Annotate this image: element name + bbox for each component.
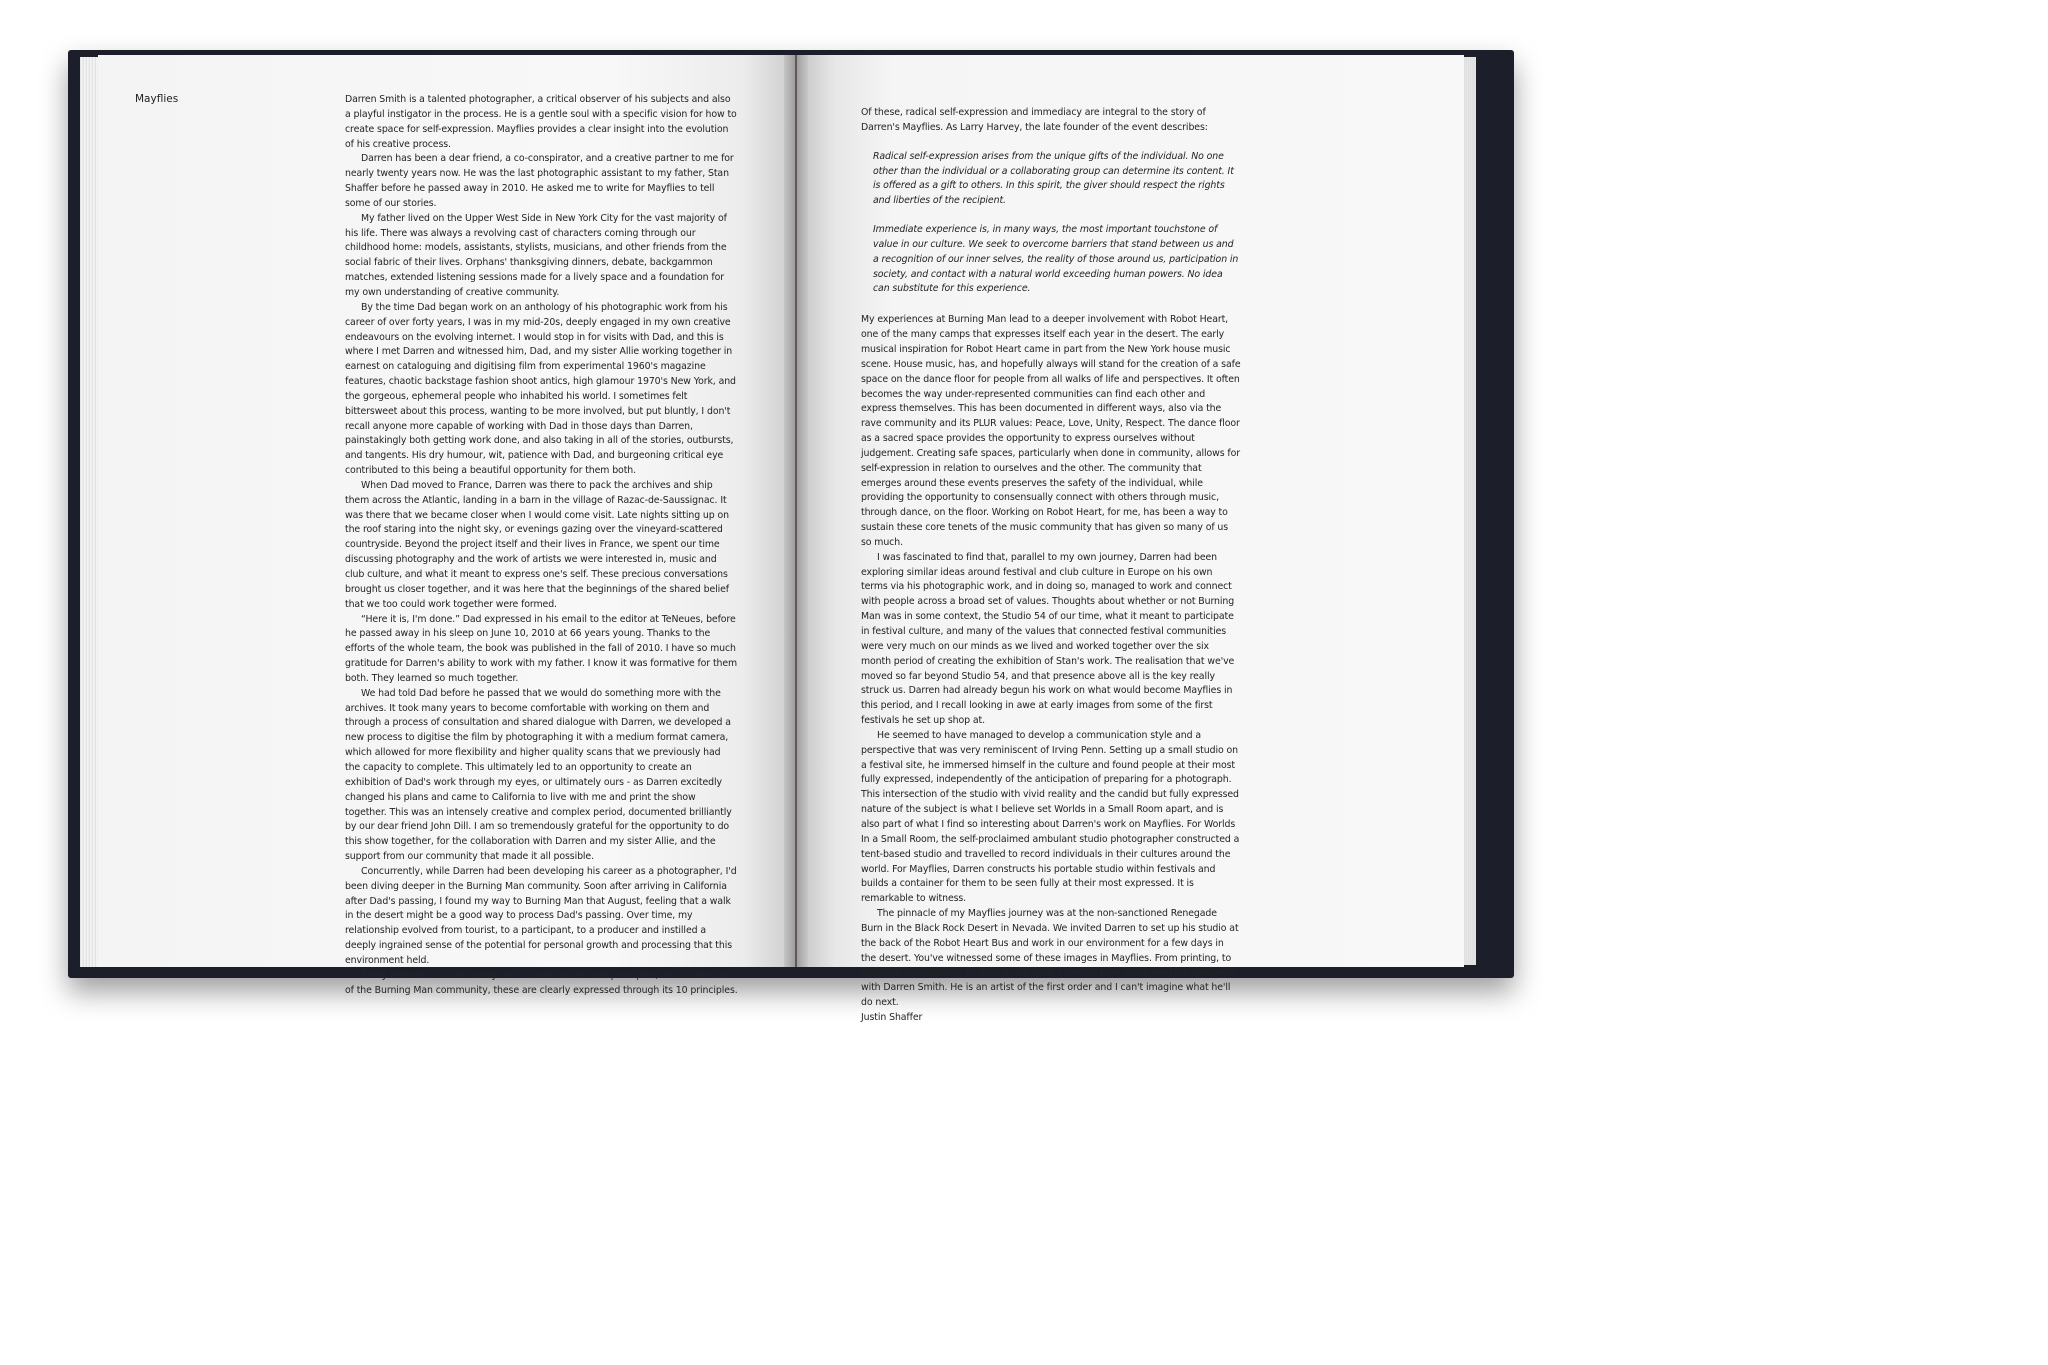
paragraph: Darren Smith is a talented photographer, a critical observer of his subjects and also a playful instigator in the process. He is a gentle soul with a specific vision for how to create space for self-expression. Mayflies provides a clear insight into the evolution of his creative process. <box>345 94 737 150</box>
block-quote: Radical self-expression arises from the unique gifts of the individual. No one other than the individual or a collaborating group can determine its content. It is offered as a gift to others. In this spirit, the giver should respect the rights and liberties of the recipient. <box>873 150 1234 207</box>
page-stack-right <box>1462 57 1476 965</box>
paragraph: Every festival is a community with its own values and principles, and in the case of the Burning Man community, these are clearly expressed through its 10 principles. <box>345 969 738 996</box>
paragraph: The pinnacle of my Mayflies journey was at the non-sanctioned Renegade Burn in the Black Rock Desert in Nevada. We invited Darren to set up his studio at the back of the Robot Heart Bus and work in our environment for a few days in the desert. You've witnessed some of these images in Mayflies. From printing, to dialogue in friendship, to work in the field, I cherish time spent working creatively with Darren Smith. He is an artist of the first order and I can't imagine what he'll do next. <box>861 908 1239 1009</box>
paragraph: Darren has been a dear friend, a co-conspirator, and a creative partner to me for nearly twenty years now. He was the last photographic assistant to my father, Stan Shaffer before he passed away in 2010. He asked me to write for Mayflies to tell some of our stories. <box>345 153 734 209</box>
paragraph: Concurrently, while Darren had been developing his career as a photographer, I'd been diving deeper in the Burning Man community. Soon after arriving in California after Dad's passing, I found my way to Burning Man that August, feeling that a walk in the desert might be a good way to process Dad's passing. Over time, my relationship evolved from tourist, to a participant, to a producer and instilled a deeply ingrained sense of the potential for personal growth and processing that this environment held. <box>345 865 737 966</box>
paragraph: By the time Dad began work on an anthology of his photographic work from his career of over forty years, I was in my mid-20s, deeply engaged in my own creative endeavours on the evolving internet. I would stop in for visits with Dad, and this is where I met Darren and witnessed him, Dad, and my sister Allie working together in earnest on cataloguing and digitising film from experimental 1960's magazine features, chaotic backstage fashion shoot antics, high glamour 1970's New York, and the gorgeous, ephemeral people who inhabited his world. I sometimes felt bittersweet about this process, wanting to be more involved, but put bluntly, I don't recall anyone more capable of working with Dad in those days than Darren, painstakingly both getting work done, and also taking in all of the stories, outbursts, and tangents. His dry humour, wit, patience with Dad, and burgeoning critical eye contributed to this being a beautiful opportunity for them both. <box>345 301 736 477</box>
paragraph: My father lived on the Upper West Side in New York City for the vast majority of his life. There was always a revolving cast of characters coming through our childhood home: models, assistants, stylists, musicians, and other friends from the social fabric of their lives. Orphans' thanksgiving dinners, debate, backgammon matches, extended listening sessions made for a lively space and a foundation for my own understanding of creative community. <box>345 212 727 298</box>
right-page-text <box>861 106 1241 1026</box>
author-signature: Justin Shaffer <box>861 1011 923 1023</box>
paragraph: I was fascinated to find that, parallel to my own journey, Darren had been exploring similar ideas around festival and club culture in Europe on his own terms via his photographic work, and in doing so, managed to work and connect with people across a broad set of values. Thoughts about whether or not Burning Man was in some context, the Studio 54 of our time, what it meant to participate in festival culture, and many of the values that connected festival communities were very much on our minds as we lived and worked together over the six month period of creating the exhibition of Stan's work. The realisation that we've moved so far beyond Studio 54, and that presence above all is the key really struck us. Darren had already begun his work on what would become Mayflies in this period, and I recall looking in awe at early images from some of the first festivals he set up shop at. <box>861 551 1235 727</box>
paragraph: He seemed to have managed to develop a communication style and a perspective that was very reminiscent of Irving Penn. Setting up a small studio on a festival site, he immersed himself in the culture and found people at their most fully expressed, independently of the anticipation of preparing for a photograph. This intersection of the studio with vivid reality and the candid but fully expressed nature of the subject is what I believe set Worlds in a Small Room apart, and is also part of what I find so interesting about Darren's work on Mayflies. For Worlds In a Small Room, the self-proclaimed ambulant studio photographer constructed a tent-based studio and travelled to record individuals in their cultures around the world. For Mayflies, Darren constructs his portable studio within festivals and builds a container for them to be seen fully at their most expressed. It is remarkable to witness. <box>861 729 1240 905</box>
running-head: Mayflies <box>135 93 179 105</box>
book-gutter <box>784 55 808 967</box>
paragraph: My experiences at Burning Man lead to a deeper involvement with Robot Heart, one of the many camps that expresses itself each year in the desert. The early musical inspiration for Robot Heart came in part from the New York house music scene. House music, has, and hopefully always will stand for the creation of a safe space on the dance floor for people from all walks of life and perspectives. It often becomes the way under-represented communities can find each other and express themselves. This has been documented in different ways, also via the rave community and its PLUR values: Peace, Love, Unity, Respect. The dance floor as a sacred space provides the opportunity to express ourselves without judgement. Creating safe spaces, particularly when done in community, allows for self-expression in relation to ourselves and the other. The community that emerges around these events preserves the safety of the individual, while providing the opportunity to consensually connect with others through music, through dance, on the floor. Working on Robot Heart, for me, has been a way to sustain these core tenets of the music community that has given so many of us so much. <box>861 314 1241 548</box>
left-page-text <box>345 93 738 998</box>
paragraph: When Dad moved to France, Darren was there to pack the archives and ship them across the Atlantic, landing in a barn in the village of Razac-de-Saussignac. It was there that we became closer when I would come visit. Late nights sitting up on the roof staring into the night sky, or evenings gazing over the vineyard-scattered countryside. Beyond the project itself and their lives in France, we spent our time discussing photography and the work of artists we were interested in, music and club culture, and what it meant to express one's self. These precious conversations brought us closer together, and it was here that the beginnings of the shared belief that we too could work together were formed. <box>345 479 730 610</box>
block-quote: Immediate experience is, in many ways, the most important touchstone of value in our culture. We seek to overcome barriers that stand between us and a recognition of our inner selves, the reality of those around us, participation in society, and contact with a natural world exceeding human powers. No idea can substitute for this experience. <box>873 224 1239 295</box>
intro-paragraph: Of these, radical self-expression and immediacy are integral to the story of Darren's Mayflies. As Larry Harvey, the late founder of the event describes: <box>861 107 1208 133</box>
paragraph: “Here it is, I'm done.” Dad expressed in his email to the editor at TeNeues, before he passed away in his sleep on June 10, 2010 at 66 years young. Thanks to the efforts of the whole team, the book was published in the fall of 2010. I have so much gratitude for Darren's ability to work with my father. I know it was formative for them both. They learned so much together. <box>345 613 738 684</box>
paragraph: We had told Dad before he passed that we would do something more with the archives. It took many years to become comfortable with working on them and through a process of consultation and shared dialogue with Darren, we developed a new process to digitise the film by photographing it with a medium format camera, which allowed for more flexibility and higher quality scans that we previously had the capacity to complete. This ultimately led to an opportunity to create an exhibition of Dad's work through my eyes, or ultimately ours - as Darren excitedly changed his plans and came to California to live with me and print the show together. This was an intensely creative and complex period, documented brilliantly by our dear friend John Dill. I am so tremendously grateful for the opportunity to do this show together, for the collaboration with Darren and my sister Allie, and the support from our community that made it all possible. <box>345 687 732 863</box>
